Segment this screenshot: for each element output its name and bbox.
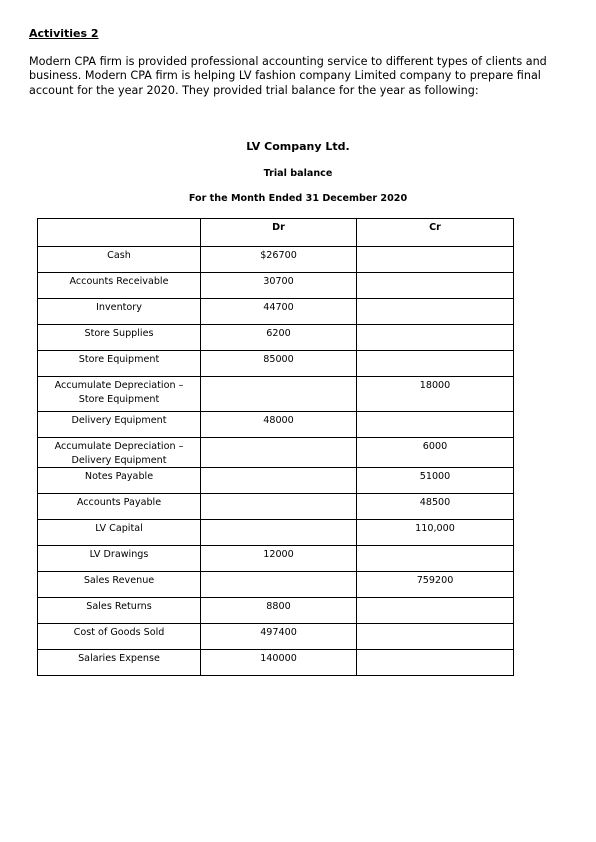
account-name: Delivery Equipment: [38, 412, 201, 438]
cr-amount: [357, 351, 514, 377]
table-row: [38, 273, 514, 299]
table-row: [38, 520, 514, 546]
cr-amount: [357, 546, 514, 572]
trial-balance-table: [37, 218, 514, 676]
report-period: For the Month Ended 31 December 2020: [188, 193, 408, 204]
report-title: Trial balance: [263, 168, 333, 179]
dr-amount: 12000: [201, 546, 357, 572]
table-header-row: [38, 219, 514, 247]
header-cr: Cr: [357, 219, 514, 247]
table-row: [38, 299, 514, 325]
account-name: Accounts Receivable: [38, 273, 201, 299]
cr-amount: 18000: [357, 377, 514, 412]
table-row: [38, 650, 514, 676]
cr-amount: [357, 412, 514, 438]
dr-amount: [201, 377, 357, 412]
dr-amount: $26700: [201, 247, 357, 273]
cr-amount: [357, 299, 514, 325]
table-row: [38, 468, 514, 494]
account-name: Salaries Expense: [38, 650, 201, 676]
header-dr: Dr: [201, 219, 357, 247]
account-name: Accumulate Depreciation – Store Equipment: [38, 377, 201, 412]
dr-amount: 497400: [201, 624, 357, 650]
table-row: [38, 247, 514, 273]
account-name: Cost of Goods Sold: [38, 624, 201, 650]
account-name: Accounts Payable: [38, 494, 201, 520]
cr-amount: [357, 273, 514, 299]
account-name: Store Equipment: [38, 351, 201, 377]
activity-heading: Activities 2: [29, 27, 99, 40]
account-name: Accumulate Depreciation – Delivery Equipment: [38, 438, 201, 468]
dr-amount: [201, 494, 357, 520]
table-row: [38, 377, 514, 412]
table-row: [38, 494, 514, 520]
header-account: [38, 219, 201, 247]
dr-amount: 6200: [201, 325, 357, 351]
cr-amount: [357, 598, 514, 624]
dr-amount: [201, 468, 357, 494]
dr-amount: 85000: [201, 351, 357, 377]
cr-amount: [357, 624, 514, 650]
account-name: Store Supplies: [38, 325, 201, 351]
dr-amount: 48000: [201, 412, 357, 438]
table-row: [38, 598, 514, 624]
dr-amount: 44700: [201, 299, 357, 325]
dr-amount: [201, 572, 357, 598]
intro-paragraph: Modern CPA firm is provided professional accounting service to different types of clients and business. Modern CPA firm is helping LV fashion company Limited company to prepare final account for the year 2020. They provided trial balance for the year as following:: [29, 55, 547, 97]
table-row: [38, 351, 514, 377]
dr-amount: 140000: [201, 650, 357, 676]
cr-amount: 759200: [357, 572, 514, 598]
cr-amount: [357, 325, 514, 351]
company-name: LV Company Ltd.: [246, 140, 350, 153]
dr-amount: [201, 438, 357, 468]
cr-amount: 110,000: [357, 520, 514, 546]
account-name: LV Capital: [38, 520, 201, 546]
account-name: Cash: [38, 247, 201, 273]
cr-amount: 51000: [357, 468, 514, 494]
table-row: [38, 438, 514, 468]
cr-amount: [357, 247, 514, 273]
table-row: [38, 412, 514, 438]
cr-amount: [357, 650, 514, 676]
dr-amount: 30700: [201, 273, 357, 299]
account-name: LV Drawings: [38, 546, 201, 572]
account-name: Inventory: [38, 299, 201, 325]
account-name: Sales Revenue: [38, 572, 201, 598]
cr-amount: 48500: [357, 494, 514, 520]
dr-amount: 8800: [201, 598, 357, 624]
account-name: Sales Returns: [38, 598, 201, 624]
account-name: Notes Payable: [38, 468, 201, 494]
table-row: [38, 546, 514, 572]
cr-amount: 6000: [357, 438, 514, 468]
table-row: [38, 325, 514, 351]
table-row: [38, 572, 514, 598]
dr-amount: [201, 520, 357, 546]
table-row: [38, 624, 514, 650]
